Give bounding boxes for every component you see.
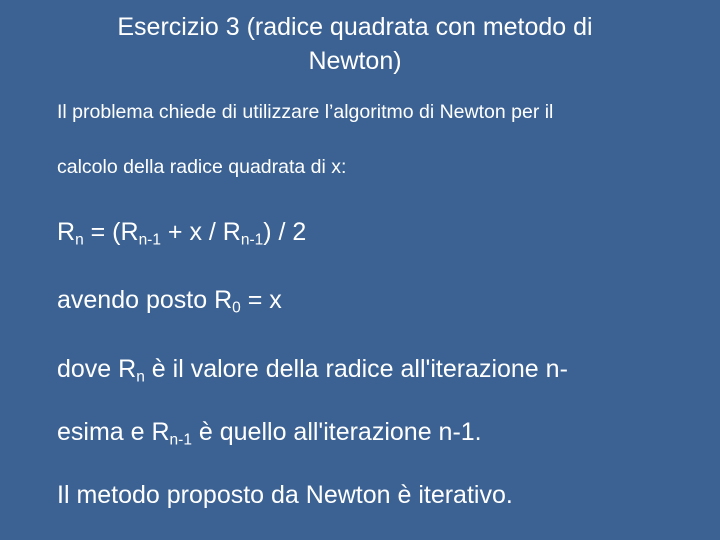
definition-line-2	[57, 418, 482, 447]
formula-text: = (R	[83, 218, 139, 246]
formula-subscript: n-1	[138, 231, 161, 249]
init-text: avendo posto R	[57, 286, 233, 314]
formula-line	[57, 218, 306, 247]
definition-subscript: n-1	[169, 431, 192, 449]
init-text: = x	[240, 286, 282, 314]
formula-text: + x / R	[160, 218, 241, 246]
conclusion-line: Il metodo proposto da Newton è iterativo.	[57, 481, 513, 509]
intro-line-1: Il problema chiede di utilizzare l’algoritmo di Newton per il	[57, 101, 554, 123]
title-line-1: Esercizio 3 (radice quadrata con metodo di	[117, 13, 593, 41]
formula-text: ) / 2	[263, 218, 307, 246]
definition-subscript: n	[136, 368, 145, 386]
intro-line-2: calcolo della radice quadrata di x:	[57, 156, 347, 178]
init-subscript: 0	[232, 299, 241, 317]
definition-text: è il valore della radice all'iterazione n-	[144, 355, 568, 383]
init-line	[57, 286, 282, 315]
title-line-2: Newton)	[308, 47, 402, 75]
definition-text: dove R	[57, 355, 137, 383]
formula-text: R	[57, 218, 76, 246]
slide-title	[40, 10, 670, 78]
definition-text: esima e R	[57, 418, 170, 446]
definition-text: è quello all'iterazione n-1.	[191, 418, 482, 446]
formula-subscript: n-1	[240, 231, 264, 249]
definition-line-1	[57, 355, 568, 384]
formula-subscript: n	[75, 231, 84, 249]
